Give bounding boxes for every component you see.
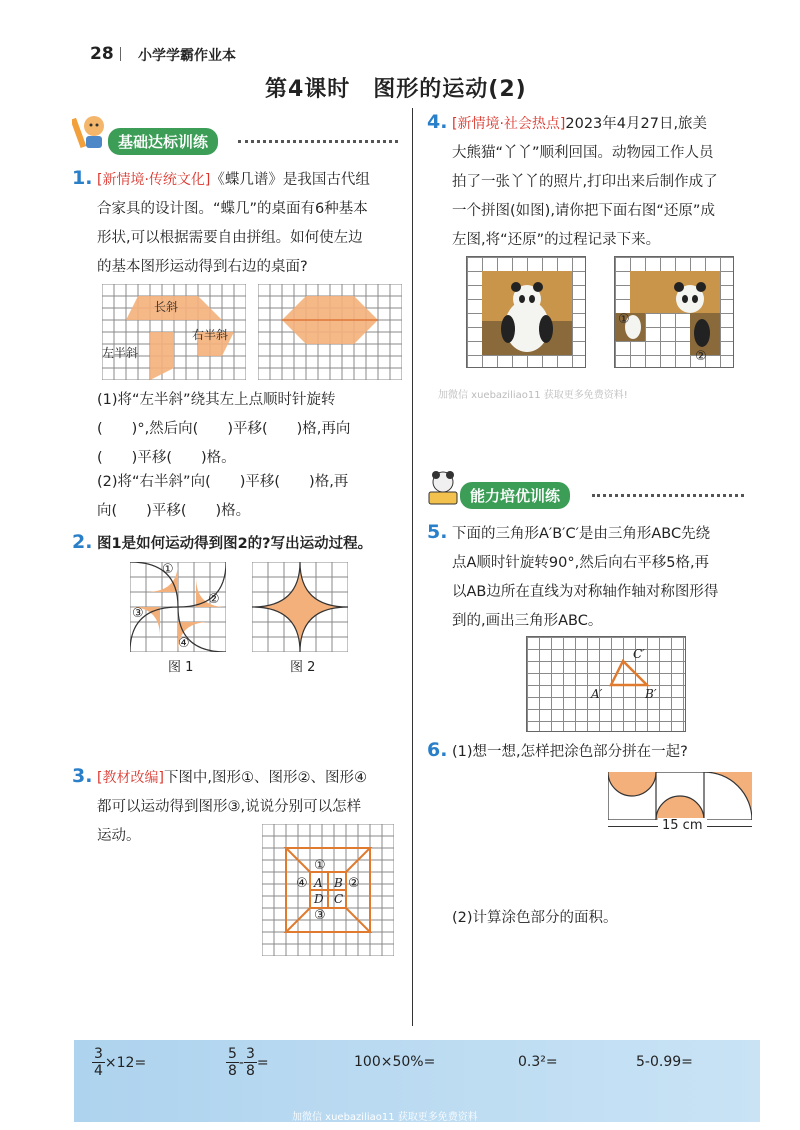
q4-line-2: 大熊猫“丫丫”顺利回国。动物园工作人员: [452, 145, 714, 161]
q1-sub2-line-2: 向( )平移( )格。: [97, 503, 251, 519]
calc-1-rest: ×12=: [104, 1055, 147, 1071]
reading-panda-icon: [426, 470, 460, 506]
q5-text: [452, 520, 752, 636]
q1-grid-left: [102, 284, 246, 380]
q3-line-2: 都可以运动得到图形③,说说分别可以怎样: [97, 799, 362, 815]
q2-figure-2: [252, 562, 348, 652]
q3-mark-1: ①: [314, 858, 326, 873]
q1-label-left: 左半斜: [102, 346, 139, 360]
frac-numerator: 3: [245, 1046, 255, 1062]
q1-sub2-line-1: (2)将“右半斜”向( )平移( )格,再: [97, 474, 349, 490]
q5-grid: [526, 636, 686, 732]
q2-mark-1: ①: [162, 562, 174, 577]
q3-mark-4: ④: [296, 876, 308, 891]
q5-label-c: C′: [633, 647, 645, 661]
q4-grid-left: [466, 256, 586, 368]
page-number: 28: [90, 44, 114, 64]
q6-sub2: (2)计算涂色部分的面积。: [452, 910, 618, 926]
q1-label-right: 右半斜: [192, 328, 229, 342]
calc-item-4: 0.3²=: [518, 1054, 558, 1070]
lesson-title: 第4课时 图形的运动(2): [265, 77, 527, 102]
q1-label-long: 长斜: [154, 300, 179, 314]
q1-number: 1.: [72, 167, 93, 189]
q1-text: [97, 166, 409, 282]
q5-line-4: 到的,画出三角形ABC。: [452, 613, 603, 629]
column-divider: [412, 108, 413, 1026]
q3-line-3: 运动。: [97, 828, 141, 844]
frac-denominator: 8: [228, 1063, 237, 1079]
q2-text: 图1是如何运动得到图2的?写出运动过程。: [97, 536, 373, 552]
calc-2-rest: =: [256, 1055, 269, 1071]
q4-text: [452, 110, 752, 255]
panda-photo-right: [630, 271, 720, 313]
q3-label-c: C: [334, 892, 344, 906]
header-divider: [120, 47, 121, 61]
section-badge-basic: 基础达标训练: [108, 128, 218, 155]
q5-label-a: A′: [591, 687, 603, 701]
book-title: 小学学霸作业本: [138, 48, 236, 64]
section-dots: [238, 140, 398, 143]
q3-label-a: A: [314, 876, 323, 890]
q3-line-1: 下图中,图形①、图形②、图形④: [163, 770, 368, 786]
calc-item-2: [226, 1046, 269, 1079]
q1-line-2: 合家具的设计图。“蝶几”的桌面有6种基本: [97, 201, 368, 217]
q6-number: 6.: [427, 739, 448, 761]
watermark-top: 加微信 xuebaziliao11 获取更多免费资料!: [438, 390, 628, 401]
frac-numerator: 3: [94, 1046, 103, 1062]
q5-line-1: 下面的三角形A′B′C′是由三角形ABC先绕: [452, 526, 711, 542]
panda-photo-left: [482, 271, 572, 355]
q4-line-3: 拍了一张丫丫的照片,打印出来后制作成了: [452, 174, 718, 190]
q2-fig2-caption: 图 2: [290, 660, 316, 675]
watermark-bottom: 加微信 xuebaziliao11 获取更多免费资料: [292, 1112, 478, 1123]
q5-number: 5.: [427, 521, 448, 543]
q1-sub1: [97, 386, 409, 473]
q4-tag: [新情境·社会热点]: [452, 116, 566, 132]
q1-line-4: 的基本图形运动得到右边的桌面?: [97, 259, 308, 275]
q1-line-1: 《蝶几谱》是我国古代组: [210, 172, 370, 188]
q4-line-5: 左图,将“还原”的过程记录下来。: [452, 232, 661, 248]
calc-item-3: 100×50%=: [354, 1054, 436, 1070]
q3-tag: [教材改编]: [97, 770, 164, 786]
q3-mark-3: ③: [314, 908, 326, 923]
q3-mark-2: ②: [348, 876, 360, 891]
q4-line-4: 一个拼图(如图),请你把下面右图“还原”成: [452, 203, 715, 219]
q6-sub1: (1)想一想,怎样把涂色部分拼在一起?: [452, 744, 688, 760]
q3-label-b: B: [334, 876, 343, 890]
q4-grid-right: [614, 256, 734, 368]
q2-mark-2: ②: [208, 592, 220, 607]
q2-figure-1: [130, 562, 226, 652]
q2-mark-3: ③: [132, 606, 144, 621]
frac-denominator: 4: [94, 1063, 103, 1079]
q3-label-d: D: [314, 892, 324, 906]
section-badge-advanced: 能力培优训练: [460, 482, 570, 509]
frac-denominator: 8: [245, 1063, 255, 1079]
q1-sub1-line-3: ( )平移( )格。: [97, 450, 236, 466]
q5-line-2: 点A顺时针旋转90°,然后向右平移5格,再: [452, 555, 710, 571]
q3-grid: [262, 824, 394, 956]
q1-grid-right: [258, 284, 402, 380]
q1-tag: [新情境·传统文化]: [97, 172, 211, 188]
q2-number: 2.: [72, 531, 93, 553]
calc-2-minus: -: [238, 1055, 244, 1071]
q2-mark-4: ④: [178, 636, 190, 651]
q4-mark-2: ②: [695, 349, 707, 364]
q4-mark-1: ①: [618, 312, 630, 327]
q5-line-3: 以AB边所在直线为对称轴作轴对称图形得: [452, 584, 719, 600]
calc-item-1: [92, 1046, 146, 1079]
q2-fig1-caption: 图 1: [168, 660, 194, 675]
q1-sub2: [97, 468, 409, 526]
q6-measure-label: 15 cm: [658, 818, 707, 833]
frac-numerator: 5: [228, 1046, 237, 1062]
q4-line-1: 2023年4月27日,旅美: [565, 116, 708, 132]
q3-number: 3.: [72, 765, 93, 787]
q1-sub1-line-1: (1)将“左半斜”绕其左上点顺时针旋转: [97, 392, 336, 408]
q1-sub1-line-2: ( )°,然后向( )平移( )格,再向: [97, 421, 351, 437]
oral-calc-footer: [74, 1040, 760, 1122]
q4-number: 4.: [427, 111, 448, 133]
pencil-cat-icon: [72, 112, 106, 152]
q1-line-3: 形状,可以根据需要自由拼组。如何使左边: [97, 230, 363, 246]
q5-label-b: B′: [645, 687, 657, 701]
q6-figure: [608, 772, 752, 820]
section-dots-2: [592, 494, 744, 497]
calc-item-5: 5-0.99=: [636, 1054, 693, 1070]
